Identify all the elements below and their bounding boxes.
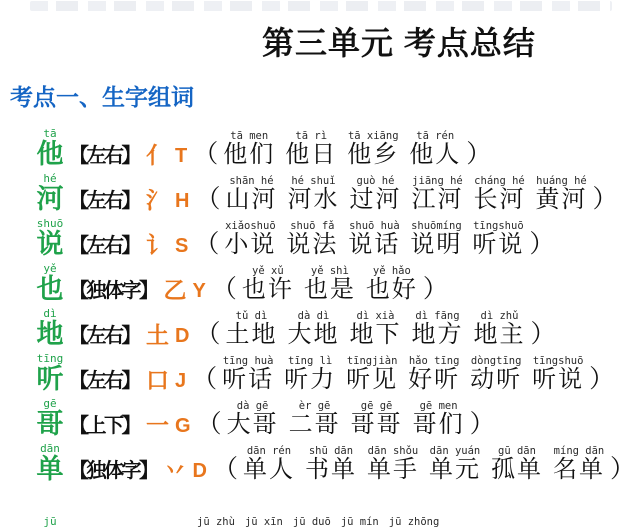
word-item	[242, 265, 294, 303]
initial-letter: G	[175, 415, 191, 437]
word-text: 地主	[473, 321, 526, 348]
word-text: 说法	[286, 231, 339, 258]
structure-label: 【上下】	[69, 415, 139, 437]
word-text: 好听	[408, 366, 461, 393]
word-item	[473, 175, 525, 213]
new-character	[36, 263, 64, 303]
word-text: 江河	[411, 186, 464, 213]
open-paren: （	[193, 140, 219, 168]
word-list	[224, 220, 524, 258]
initial-letter: D	[192, 460, 207, 482]
word-item	[408, 355, 460, 393]
word-item	[366, 265, 418, 303]
word-pinyin: guò hé	[356, 175, 395, 187]
character-glyph: 说	[36, 229, 64, 259]
initial-letter: Y	[192, 280, 206, 302]
character-pinyin: hé	[43, 172, 57, 185]
word-text: 地方	[411, 321, 464, 348]
word-pinyin: gē gē	[360, 400, 393, 412]
word-item	[197, 516, 235, 528]
word-list	[197, 516, 439, 528]
open-paren: （	[211, 275, 237, 303]
word-pinyin: tīngshuō	[532, 355, 584, 367]
new-character	[36, 353, 64, 393]
word-pinyin: jū xīn	[244, 516, 283, 528]
word-pinyin: shān hé	[229, 175, 274, 187]
new-character	[36, 218, 64, 258]
character-pinyin: tīng	[36, 352, 64, 365]
open-paren: （	[195, 185, 221, 213]
word-item	[411, 175, 463, 213]
word-item	[289, 400, 341, 438]
radical-glyph: 丷	[163, 457, 187, 483]
character-row	[36, 395, 640, 440]
word-text: 山河	[225, 186, 278, 213]
close-paren: ）	[609, 455, 635, 483]
word-text: 大地	[287, 321, 340, 348]
close-paren: ）	[466, 140, 492, 168]
word-text: 单手	[366, 456, 419, 483]
word-text: 动听	[470, 366, 523, 393]
character-glyph: 河	[36, 184, 64, 214]
initial-letter: D	[175, 325, 190, 347]
word-pinyin: jū zhōng	[388, 516, 440, 528]
word-text: 单元	[428, 456, 481, 483]
word-item	[224, 220, 276, 258]
word-pinyin: tǔ dì	[235, 310, 268, 322]
word-pinyin: tā xiāng	[347, 130, 399, 142]
word-pinyin: dān shǒu	[367, 445, 419, 457]
word-pinyin: tā men	[230, 130, 269, 142]
open-paren: （	[192, 365, 218, 393]
new-character	[36, 398, 64, 438]
word-text: 孤单	[490, 456, 543, 483]
word-text: 大哥	[226, 411, 279, 438]
word-text: 听说	[472, 231, 525, 258]
radical-glyph: 氵	[146, 187, 169, 213]
cropped-top-text	[30, 1, 612, 11]
character-pinyin: gē	[43, 397, 57, 410]
word-text: 也是	[303, 276, 356, 303]
page-title: 第三单元 考点总结	[262, 25, 536, 61]
character-glyph: 单	[36, 454, 64, 484]
word-item	[346, 355, 398, 393]
word-item	[348, 220, 400, 258]
word-item	[351, 400, 403, 438]
word-text: 长河	[473, 186, 526, 213]
word-pinyin: jū duō	[292, 516, 331, 528]
character-row	[36, 215, 640, 260]
word-text: 哥们	[412, 411, 465, 438]
word-item	[227, 400, 279, 438]
new-character	[36, 128, 64, 168]
character-row	[36, 350, 640, 395]
word-text: 名单	[552, 456, 605, 483]
character-rows	[36, 125, 640, 530]
structure-label: 【左右】	[69, 370, 139, 392]
word-text: 他们	[223, 141, 276, 168]
word-pinyin: míng dān	[553, 445, 605, 457]
word-item	[305, 445, 357, 483]
word-text: 说话	[348, 231, 401, 258]
word-text: 书单	[304, 456, 357, 483]
character-pinyin: dān	[40, 442, 60, 455]
word-item	[293, 516, 331, 528]
word-item	[243, 445, 295, 483]
character-row	[36, 125, 640, 170]
new-character	[36, 173, 64, 213]
word-text: 地下	[349, 321, 402, 348]
word-pinyin: dān yuán	[429, 445, 481, 457]
structure-label: 【左右】	[69, 235, 139, 257]
word-pinyin: hǎo tīng	[408, 355, 460, 367]
word-item	[304, 265, 356, 303]
word-pinyin: xiǎoshuō	[225, 220, 276, 232]
open-paren: （	[194, 230, 220, 258]
new-character	[36, 516, 64, 528]
character-pinyin: tā	[43, 127, 57, 140]
word-item	[472, 220, 524, 258]
word-pinyin: dì xià	[356, 310, 395, 322]
word-item	[286, 220, 338, 258]
character-pinyin: shuō	[36, 217, 64, 230]
word-list	[242, 265, 418, 303]
word-text: 听见	[346, 366, 399, 393]
word-text: 过河	[349, 186, 402, 213]
radical-glyph: 土	[146, 322, 169, 348]
word-item	[409, 130, 461, 168]
character-row	[36, 440, 640, 485]
radical-glyph: 讠	[146, 232, 169, 258]
word-pinyin: dà gē	[236, 400, 269, 412]
word-text: 河水	[287, 186, 340, 213]
word-pinyin: yě shì	[310, 265, 349, 277]
new-character	[36, 443, 64, 483]
word-text: 黄河	[535, 186, 588, 213]
character-row	[36, 305, 640, 350]
word-list	[223, 130, 461, 168]
character-glyph: 他	[36, 139, 64, 169]
word-item	[367, 445, 419, 483]
character-glyph: 地	[36, 319, 64, 349]
character-row	[36, 485, 640, 530]
word-item	[410, 220, 462, 258]
initial-letter: H	[175, 190, 190, 212]
word-pinyin: èr gē	[298, 400, 331, 412]
character-glyph: 听	[36, 364, 64, 394]
word-list	[225, 175, 587, 213]
word-pinyin: dì fāng	[415, 310, 460, 322]
word-pinyin: dān rén	[246, 445, 292, 457]
word-item	[532, 355, 584, 393]
word-item	[225, 310, 277, 348]
character-pinyin: dì	[43, 307, 57, 320]
word-pinyin: cháng hé	[474, 175, 525, 187]
word-text: 二哥	[288, 411, 341, 438]
word-text: 也许	[241, 276, 294, 303]
word-item	[413, 400, 465, 438]
close-paren: ）	[592, 185, 618, 213]
word-item	[491, 445, 543, 483]
word-pinyin: hé shuǐ	[291, 175, 336, 187]
word-text: 哥哥	[350, 411, 403, 438]
word-item	[285, 130, 337, 168]
close-paren: ）	[529, 230, 555, 258]
word-pinyin: shū dān	[308, 445, 354, 457]
word-text: 说明	[410, 231, 463, 258]
word-pinyin: jū zhù	[197, 516, 235, 528]
radical-glyph: 一	[146, 412, 169, 438]
initial-letter: S	[175, 235, 189, 257]
word-item	[389, 516, 440, 528]
word-item	[225, 175, 277, 213]
word-text: 土地	[225, 321, 278, 348]
word-pinyin: gū dān	[498, 445, 536, 457]
word-pinyin: tā rén	[416, 130, 455, 142]
word-item	[245, 516, 283, 528]
word-text: 小说	[224, 231, 277, 258]
word-text: 他日	[285, 141, 338, 168]
word-pinyin: yě xǔ	[252, 265, 284, 277]
word-item	[535, 175, 587, 213]
close-paren: ）	[469, 410, 495, 438]
word-item	[349, 175, 401, 213]
word-pinyin: tīngjiàn	[346, 355, 398, 367]
word-text: 他乡	[347, 141, 400, 168]
word-text: 听话	[222, 366, 275, 393]
word-list	[222, 355, 584, 393]
new-character	[36, 308, 64, 348]
open-paren: （	[196, 410, 222, 438]
word-text: 听力	[284, 366, 337, 393]
word-pinyin: tīng lì	[288, 355, 333, 367]
word-pinyin: tā rì	[295, 130, 328, 142]
word-pinyin: jū mín	[340, 516, 379, 528]
word-list	[225, 310, 525, 348]
word-item	[341, 516, 379, 528]
word-item	[553, 445, 605, 483]
word-pinyin: dòngtīng	[470, 355, 522, 367]
word-pinyin: dà dì	[297, 310, 330, 322]
character-row	[36, 260, 640, 305]
word-pinyin: shuō huà	[349, 220, 400, 232]
word-pinyin: tīngshuō	[473, 220, 524, 232]
word-item	[473, 310, 525, 348]
close-paren: ）	[530, 320, 556, 348]
word-text: 听说	[532, 366, 585, 393]
radical-glyph: 亻	[146, 142, 169, 168]
word-item	[287, 310, 339, 348]
word-item	[349, 310, 401, 348]
word-text: 也好	[365, 276, 418, 303]
structure-label: 【左右】	[69, 325, 139, 347]
word-item	[223, 130, 275, 168]
word-item	[429, 445, 481, 483]
word-item	[411, 310, 463, 348]
open-paren: （	[212, 455, 238, 483]
close-paren: ）	[589, 365, 615, 393]
word-pinyin: jiāng hé	[412, 175, 463, 187]
character-glyph: 哥	[36, 409, 64, 439]
close-paren: ）	[422, 275, 448, 303]
word-pinyin: yě hǎo	[372, 265, 411, 277]
open-paren: （	[195, 320, 221, 348]
initial-letter: J	[175, 370, 187, 392]
word-list	[243, 445, 605, 483]
word-item	[222, 355, 274, 393]
word-text: 单人	[242, 456, 295, 483]
radical-glyph: 口	[146, 367, 169, 393]
structure-label: 【左右】	[69, 145, 139, 167]
radical-glyph: 乙	[163, 277, 187, 303]
word-item	[470, 355, 522, 393]
character-pinyin: yě	[43, 262, 57, 275]
character-row	[36, 170, 640, 215]
section-heading: 考点一、生字组词	[10, 84, 194, 110]
word-pinyin: dì zhǔ	[480, 310, 519, 322]
word-item	[347, 130, 399, 168]
word-item	[284, 355, 336, 393]
word-list	[227, 400, 465, 438]
initial-letter: T	[175, 145, 188, 167]
word-pinyin: gē men	[419, 400, 458, 412]
character-glyph: 也	[36, 274, 64, 304]
word-pinyin: huáng hé	[536, 175, 587, 187]
structure-label: 【独体字】	[69, 280, 157, 302]
character-pinyin: jū	[43, 515, 57, 528]
structure-label: 【独体字】	[69, 460, 157, 482]
word-pinyin: tīng huà	[222, 355, 274, 367]
word-item	[287, 175, 339, 213]
word-pinyin: shuōmíng	[411, 220, 462, 232]
structure-label: 【左右】	[69, 190, 139, 212]
word-pinyin: shuō fǎ	[290, 220, 335, 232]
word-text: 他人	[409, 141, 462, 168]
